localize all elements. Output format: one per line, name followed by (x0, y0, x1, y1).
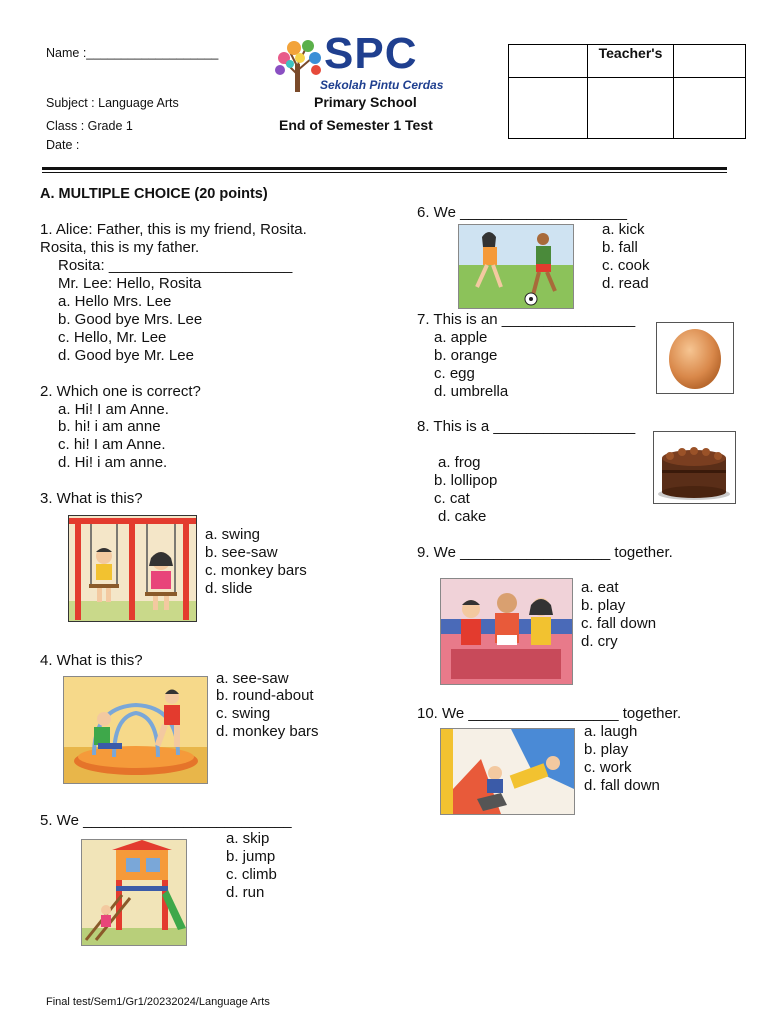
tree-logo-icon (270, 34, 326, 94)
q9-option-a[interactable]: a. eat (581, 579, 619, 596)
q3-text: 3. What is this? (40, 490, 143, 507)
q1-line2: Rosita, this is my father. (40, 239, 200, 256)
q7-option-b[interactable]: b. orange (434, 347, 498, 364)
q1-option-c[interactable]: c. Hello, Mr. Lee (58, 329, 167, 346)
q8-option-a[interactable]: a. frog (438, 454, 481, 471)
q5-option-b[interactable]: b. jump (226, 848, 276, 865)
falling-down-picture (440, 728, 575, 815)
q6-option-c[interactable]: c. cook (602, 257, 650, 274)
cake-picture (653, 431, 736, 504)
q1-option-d[interactable]: d. Good bye Mr. Lee (58, 347, 194, 364)
test-title: End of Semester 1 Test (279, 117, 433, 133)
q7-option-d[interactable]: d. umbrella (434, 383, 509, 400)
q5-text: 5. We _________________________ (40, 812, 292, 829)
header-divider (42, 167, 727, 170)
q2-option-d[interactable]: d. Hi! i am anne. (58, 454, 168, 471)
q1-option-b[interactable]: b. Good bye Mrs. Lee (58, 311, 203, 328)
q8-option-c[interactable]: c. cat (434, 490, 470, 507)
header-divider-thin (42, 172, 727, 173)
q4-option-c[interactable]: c. swing (216, 705, 271, 722)
q2-option-b[interactable]: b. hi! i am anne (58, 418, 161, 435)
q4-option-a[interactable]: a. see-saw (216, 670, 289, 687)
q6-option-a[interactable]: a. kick (602, 221, 645, 238)
q1-line1: 1. Alice: Father, this is my friend, Rosita. (40, 221, 307, 238)
q2-text: 2. Which one is correct? (40, 383, 201, 400)
q2-option-a[interactable]: a. Hi! I am Anne. (58, 401, 169, 418)
logo-spc-text: SPC (324, 29, 418, 78)
q8-option-b[interactable]: b. lollipop (434, 472, 498, 489)
subject-label: Subject : Language Arts (46, 96, 179, 110)
section-title: A. MULTIPLE CHOICE (20 points) (40, 186, 268, 202)
q3-option-b[interactable]: b. see-saw (205, 544, 278, 561)
q2-option-c[interactable]: c. hi! I am Anne. (58, 436, 166, 453)
swing-picture (68, 515, 197, 622)
q10-text: 10. We __________________ together. (417, 705, 682, 722)
climbing-frame-picture (81, 839, 187, 946)
roundabout-picture (63, 676, 208, 784)
q1-line3: Rosita: ______________________ (58, 257, 293, 274)
q4-option-d[interactable]: d. monkey bars (216, 723, 319, 740)
q5-option-a[interactable]: a. skip (226, 830, 270, 847)
q4-text: 4. What is this? (40, 652, 143, 669)
teacher-score-table (508, 44, 746, 139)
q10-option-c[interactable]: c. work (584, 759, 632, 776)
school-type: Primary School (314, 94, 417, 110)
q1-option-a[interactable]: a. Hello Mrs. Lee (58, 293, 172, 310)
q4-option-b[interactable]: b. round-about (216, 687, 314, 704)
q3-option-c[interactable]: c. monkey bars (205, 562, 307, 579)
q8-option-d[interactable]: d. cake (438, 508, 487, 525)
egg-picture (656, 322, 734, 394)
q6-option-b[interactable]: b. fall (602, 239, 638, 256)
q5-option-c[interactable]: c. climb (226, 866, 277, 883)
q1-line4: Mr. Lee: Hello, Rosita (58, 275, 202, 292)
teacher-label: Teacher's (588, 45, 674, 78)
school-logo (270, 29, 450, 96)
q7-text: 7. This is an ________________ (417, 311, 636, 328)
q7-option-a[interactable]: a. apple (434, 329, 488, 346)
q10-option-b[interactable]: b. play (584, 741, 629, 758)
q9-option-b[interactable]: b. play (581, 597, 626, 614)
q3-option-a[interactable]: a. swing (205, 526, 261, 543)
q10-option-a[interactable]: a. laugh (584, 723, 638, 740)
q5-option-d[interactable]: d. run (226, 884, 265, 901)
q8-text: 8. This is a _________________ (417, 418, 636, 435)
logo-school-name: Sekolah Pintu Cerdas (320, 78, 444, 92)
q9-text: 9. We __________________ together. (417, 544, 673, 561)
q10-option-d[interactable]: d. fall down (584, 777, 660, 794)
q9-option-c[interactable]: c. fall down (581, 615, 657, 632)
kicking-ball-picture (458, 224, 574, 309)
q3-option-d[interactable]: d. slide (205, 580, 253, 597)
q7-option-c[interactable]: c. egg (434, 365, 475, 382)
date-label: Date : (46, 138, 80, 152)
q9-option-d[interactable]: d. cry (581, 633, 618, 650)
class-label: Class : Grade 1 (46, 119, 133, 133)
q6-option-d[interactable]: d. read (602, 275, 649, 292)
q6-text: 6. We ____________________ (417, 204, 627, 221)
eating-together-picture (440, 578, 573, 685)
footer-code: Final test/Sem1/Gr1/20232024/Language Arts (46, 996, 270, 1008)
name-field-label: Name :___________________ (46, 46, 219, 60)
